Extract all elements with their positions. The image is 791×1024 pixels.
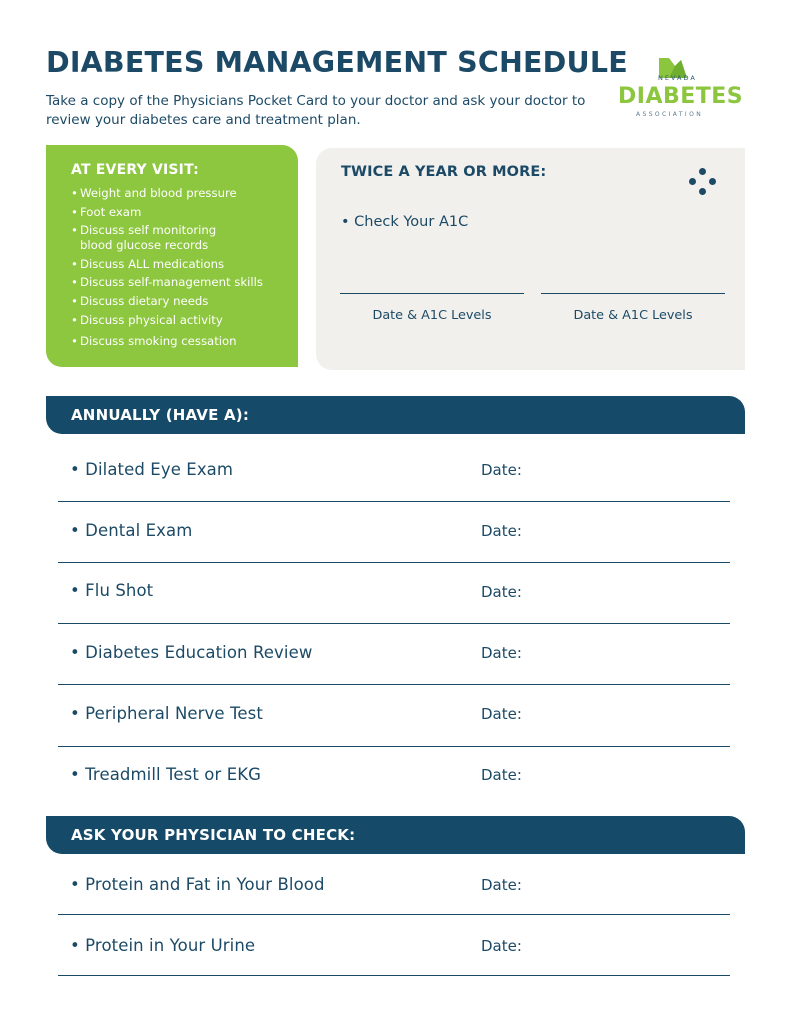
twice-a-year-panel — [316, 148, 745, 370]
row-label: • Protein in Your Urine — [70, 936, 256, 955]
date-field[interactable]: Date: — [481, 461, 522, 479]
every-visit-list — [71, 186, 298, 349]
list-item: • Discuss self-management skills — [71, 275, 298, 290]
dots-icon — [686, 168, 720, 202]
row-label: • Protein and Fat in Your Blood — [70, 875, 325, 894]
date-field[interactable]: Date: — [481, 583, 522, 601]
page-subtitle: Take a copy of the Physicians Pocket Card to your doctor and ask your doctor to review your diabetes care and treatment plan. — [46, 93, 586, 128]
list-item: • Discuss smoking cessation — [71, 334, 298, 349]
table-row[interactable] — [58, 915, 730, 976]
row-label: • Treadmill Test or EKG — [70, 765, 262, 784]
date-field[interactable]: Date: — [481, 705, 522, 723]
list-item: • Foot exam — [71, 205, 298, 220]
list-item: • Discuss physical activity — [71, 313, 298, 328]
list-item: • Discuss dietary needs — [71, 294, 298, 309]
a1c-entry-line-1[interactable] — [340, 293, 524, 294]
a1c-entry-line-2[interactable] — [541, 293, 725, 294]
annually-header: ANNUALLY (HAVE A): — [46, 396, 745, 434]
list-item: • Discuss self monitoring blood glucose records — [71, 223, 221, 253]
twice-a-year-title: TWICE A YEAR OR MORE: — [341, 164, 547, 180]
logo-bottom-text: ASSOCIATION — [636, 111, 704, 118]
row-label: • Flu Shot — [70, 581, 154, 600]
a1c-field-label-2: Date & A1C Levels — [573, 308, 693, 323]
row-label: • Dental Exam — [70, 521, 193, 540]
every-visit-panel — [46, 145, 298, 367]
every-visit-title: AT EVERY VISIT: — [71, 162, 199, 178]
row-label: • Dilated Eye Exam — [70, 460, 234, 479]
nevada-diabetes-association-logo — [614, 56, 744, 122]
check-a1c-item: • Check Your A1C — [341, 214, 469, 230]
date-field[interactable]: Date: — [481, 937, 522, 955]
logo-main-text: DIABETES — [618, 84, 744, 109]
logo-top-text: NEVADA — [658, 74, 697, 82]
date-field[interactable]: Date: — [481, 766, 522, 784]
date-field[interactable]: Date: — [481, 644, 522, 662]
row-label: • Diabetes Education Review — [70, 643, 313, 662]
table-row[interactable] — [58, 747, 730, 808]
table-row[interactable] — [58, 624, 730, 685]
list-item: • Discuss ALL medications — [71, 257, 298, 272]
date-field[interactable]: Date: — [481, 522, 522, 540]
physician-check-header: ASK YOUR PHYSICIAN TO CHECK: — [46, 816, 745, 854]
table-row[interactable] — [58, 502, 730, 563]
table-row[interactable] — [58, 686, 730, 747]
table-row[interactable] — [58, 854, 730, 915]
table-row[interactable] — [58, 563, 730, 624]
page-title: DIABETES MANAGEMENT SCHEDULE — [46, 46, 628, 79]
date-field[interactable]: Date: — [481, 876, 522, 894]
row-label: • Peripheral Nerve Test — [70, 704, 263, 723]
table-row[interactable] — [58, 441, 730, 502]
list-item: • Weight and blood pressure — [71, 186, 298, 201]
a1c-field-label-1: Date & A1C Levels — [372, 308, 492, 323]
